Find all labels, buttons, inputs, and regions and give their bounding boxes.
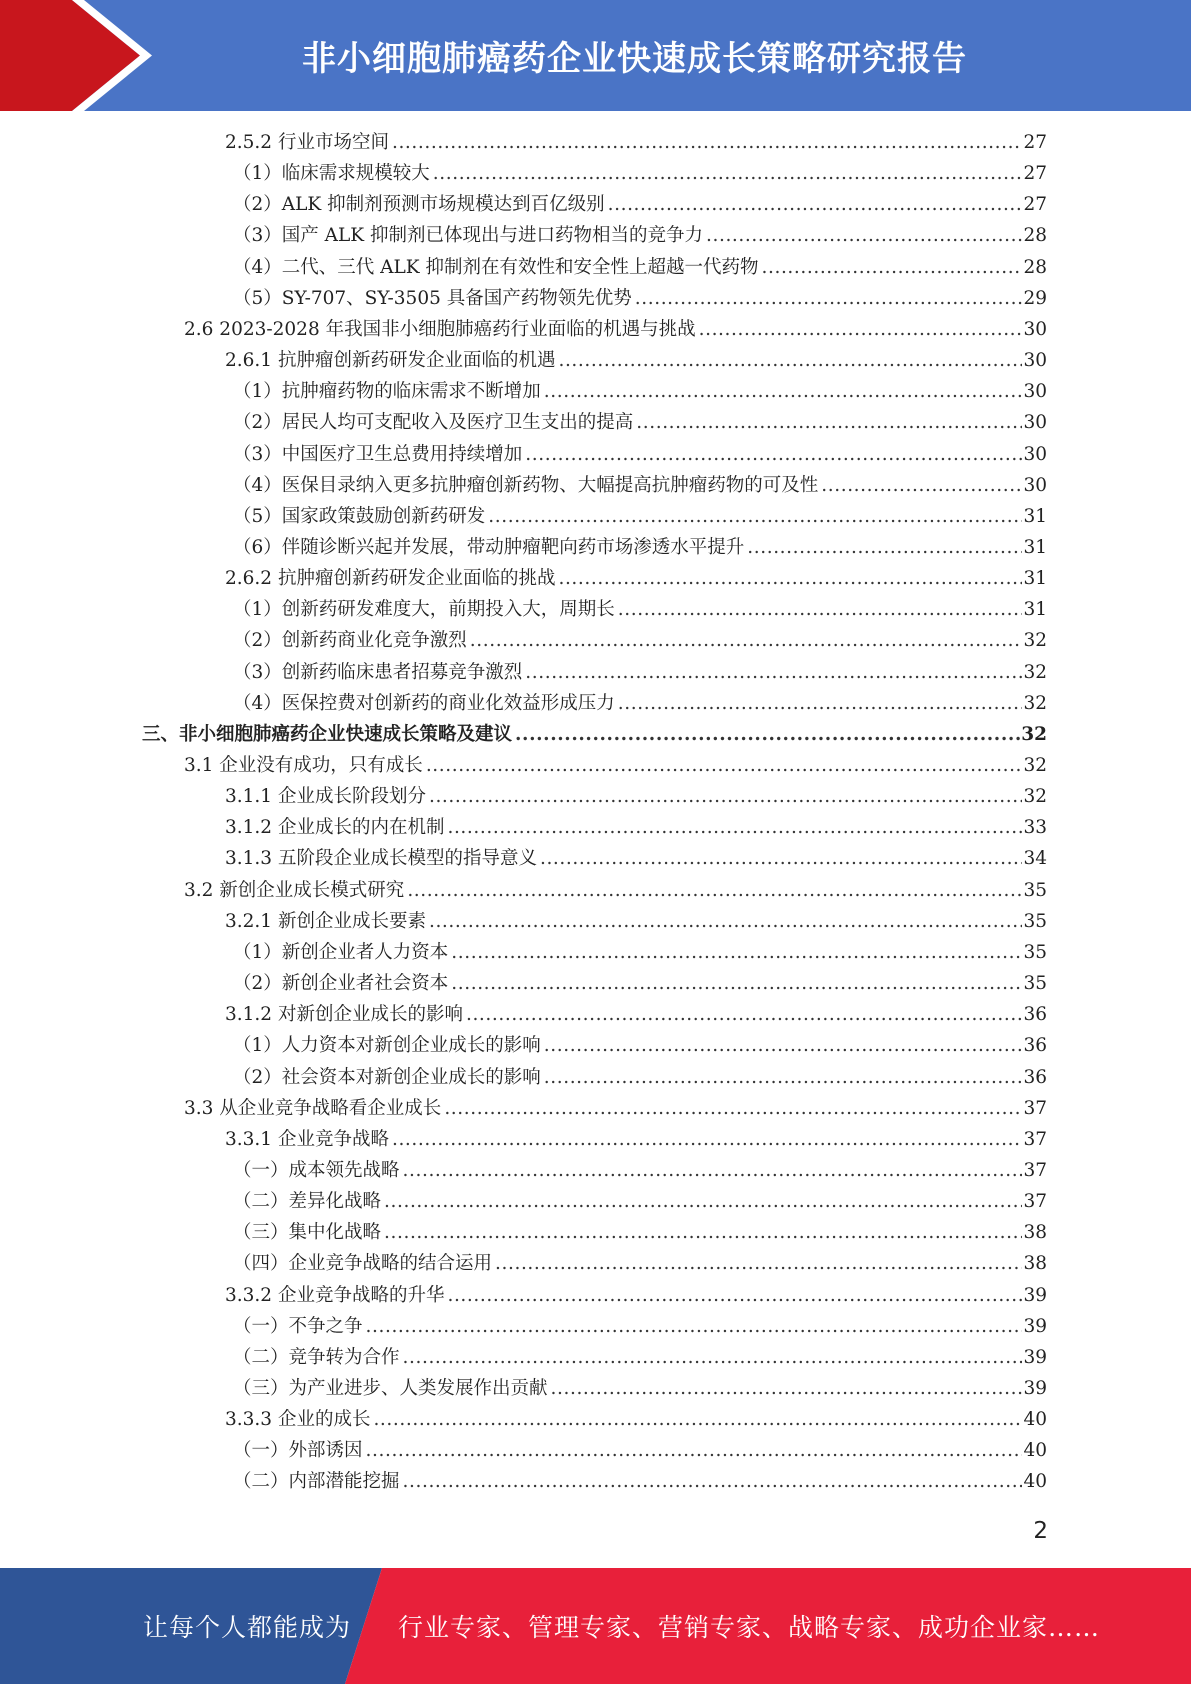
toc-leader-dots xyxy=(444,1093,1022,1124)
toc-entry-page: 30 xyxy=(1023,474,1047,496)
toc-entry-page: 33 xyxy=(1023,817,1047,839)
toc-leader-dots xyxy=(403,1155,1023,1186)
toc-leader-dots xyxy=(706,220,1022,251)
toc-entry-title: 3.1.3 五阶段企业成长模型的指导意义 xyxy=(225,848,537,870)
toc-entry[interactable] xyxy=(184,875,1047,906)
toc-entry-page: 35 xyxy=(1023,973,1047,995)
toc-leader-dots xyxy=(608,189,1023,220)
toc-entry-title: （二）差异化战略 xyxy=(233,1191,382,1213)
toc-entry-title: 3.1.2 企业成长的内在机制 xyxy=(225,817,445,839)
toc-entry[interactable] xyxy=(233,1030,1047,1061)
toc-entry-page: 35 xyxy=(1023,941,1047,963)
toc-entry-page: 37 xyxy=(1023,1191,1047,1213)
toc-entry-page: 31 xyxy=(1023,536,1047,558)
toc-entry-page: 28 xyxy=(1023,256,1047,278)
report-title: 非小细胞肺癌药企业快速成长策略研究报告 xyxy=(302,39,967,79)
toc-entry-title: （3）创新药临床患者招募竞争激烈 xyxy=(233,661,523,683)
toc-entry-page: 27 xyxy=(1023,163,1047,185)
toc-leader-dots xyxy=(407,875,1022,906)
toc-leader-dots xyxy=(366,1311,1023,1342)
toc-entry-page: 28 xyxy=(1023,225,1047,247)
toc-entry-page: 27 xyxy=(1023,194,1047,216)
toc-entry-page: 36 xyxy=(1023,1004,1047,1026)
toc-entry-title: （三）集中化战略 xyxy=(233,1222,382,1244)
toc-entry[interactable] xyxy=(233,657,1047,688)
toc-entry-page: 40 xyxy=(1023,1440,1047,1462)
toc-entry[interactable] xyxy=(233,1217,1047,1248)
toc-entry-page: 37 xyxy=(1023,1159,1047,1181)
toc-leader-dots xyxy=(384,1217,1022,1248)
toc-entry-page: 32 xyxy=(1023,661,1047,683)
toc-entry-page: 35 xyxy=(1023,879,1047,901)
toc-entry-title: 3.2 新创企业成长模式研究 xyxy=(184,879,405,901)
toc-entry[interactable] xyxy=(225,1124,1047,1155)
toc-entry-page: 37 xyxy=(1023,1097,1047,1119)
toc-entry-page: 27 xyxy=(1023,132,1047,153)
toc-entry-title: （二）竞争转为合作 xyxy=(233,1346,400,1368)
toc-leader-dots xyxy=(618,594,1023,625)
toc-leader-dots xyxy=(747,532,1022,563)
toc-entry-title: 3.3.2 企业竞争战略的升华 xyxy=(225,1284,445,1306)
toc-entry[interactable] xyxy=(233,1435,1047,1466)
toc-entry-page: 31 xyxy=(1023,599,1047,621)
toc-entry-title: （2）ALK 抑制剂预测市场规模达到百亿级别 xyxy=(233,194,605,216)
toc-entry-page: 29 xyxy=(1023,287,1047,309)
toc-leader-dots xyxy=(636,407,1022,438)
toc-entry-page: 32 xyxy=(1023,630,1047,652)
toc-leader-dots xyxy=(447,812,1022,843)
toc-entry-page: 39 xyxy=(1023,1346,1047,1368)
toc-entry-title: （2）居民人均可支配收入及医疗卫生支出的提高 xyxy=(233,412,634,434)
toc-entry-title: （二）内部潜能挖掘 xyxy=(233,1471,400,1493)
toc-entry[interactable] xyxy=(233,968,1047,999)
toc-entry-page: 39 xyxy=(1023,1315,1047,1337)
toc-entry-title: 2.6 2023-2028 年我国非小细胞肺癌药行业面临的机遇与挑战 xyxy=(184,318,696,340)
toc-entry-title: （1）新创企业者人力资本 xyxy=(233,941,449,963)
toc-leader-dots xyxy=(488,501,1022,532)
toc-entry[interactable] xyxy=(233,1342,1047,1373)
toc-entry[interactable] xyxy=(233,407,1047,438)
toc-entry-title: （2）社会资本对新创企业成长的影响 xyxy=(233,1066,541,1088)
toc-entry-page: 38 xyxy=(1023,1222,1047,1244)
toc-entry-page: 40 xyxy=(1023,1409,1047,1431)
toc-entry[interactable] xyxy=(233,1373,1047,1404)
toc-entry[interactable] xyxy=(233,1155,1047,1186)
toc-entry-title: （2）新创企业者社会资本 xyxy=(233,973,449,995)
footer-slogan-right: 行业专家、管理专家、营销专家、战略专家、成功企业家…… xyxy=(398,1613,1101,1642)
toc-leader-dots xyxy=(384,1186,1022,1217)
toc-entry-page: 31 xyxy=(1023,568,1047,590)
toc-entry-title: （1）临床需求规模较大 xyxy=(233,163,430,185)
toc-leader-dots xyxy=(495,1248,1022,1279)
toc-leader-dots xyxy=(403,1342,1023,1373)
toc-entry-title: 三、非小细胞肺癌药企业快速成长策略及建议 xyxy=(142,723,513,745)
toc-entry-page: 37 xyxy=(1023,1128,1047,1150)
toc-entry-title: （3）国产 ALK 抑制剂已体现出与进口药物相当的竞争力 xyxy=(233,225,703,247)
toc-entry-title: 3.1 企业没有成功，只有成长 xyxy=(184,755,423,776)
toc-entry[interactable] xyxy=(225,781,1047,812)
toc-leader-dots xyxy=(366,1435,1023,1466)
toc-entry[interactable] xyxy=(233,220,1047,251)
toc-entry[interactable] xyxy=(233,1466,1047,1497)
footer-slogan-left: 让每个人都能成为 xyxy=(143,1613,352,1642)
toc-leader-dots xyxy=(544,1062,1023,1093)
toc-leader-dots xyxy=(558,345,1022,376)
toc-entry[interactable] xyxy=(225,1404,1047,1435)
toc-leader-dots xyxy=(470,625,1023,656)
toc-entry-title: （1）人力资本对新创企业成长的影响 xyxy=(233,1035,541,1057)
toc-leader-dots xyxy=(429,781,1022,812)
toc-entry-title: 3.1.2 对新创企业成长的影响 xyxy=(225,1004,463,1026)
toc-leader-dots xyxy=(618,688,1023,719)
toc-entry[interactable] xyxy=(233,501,1047,532)
toc-entry[interactable] xyxy=(225,999,1047,1030)
toc-leader-dots xyxy=(451,937,1022,968)
toc-entry-title: （4）二代、三代 ALK 抑制剂在有效性和安全性上超越一代药物 xyxy=(233,256,759,278)
toc-leader-dots xyxy=(544,376,1023,407)
toc-entry[interactable] xyxy=(225,127,1047,158)
toc-entry-title: （6）伴随诊断兴起并发展，带动肿瘤靶向药市场渗透水平提升 xyxy=(233,536,745,558)
toc-entry[interactable] xyxy=(225,843,1047,874)
toc-entry-title: （2）创新药商业化竞争激烈 xyxy=(233,630,467,652)
toc-entry-title: 2.5.2 行业市场空间 xyxy=(225,132,389,153)
toc-entry[interactable] xyxy=(233,252,1047,283)
toc-entry[interactable] xyxy=(233,1186,1047,1217)
toc-entry-page: 39 xyxy=(1023,1284,1047,1306)
toc-entry-title: （三）为产业进步、人类发展作出贡献 xyxy=(233,1378,548,1399)
toc-entry[interactable] xyxy=(233,189,1047,220)
toc-leader-dots xyxy=(426,750,1023,781)
toc-entry[interactable] xyxy=(233,376,1047,407)
toc-entry-title: 2.6.1 抗肿瘤创新药研发企业面临的机遇 xyxy=(225,350,556,372)
toc-entry-title: 3.2.1 新创企业成长要素 xyxy=(225,910,426,932)
toc-entry[interactable] xyxy=(233,594,1047,625)
toc-entry-page: 30 xyxy=(1023,412,1047,434)
toc-entry[interactable] xyxy=(233,470,1047,501)
toc-entry-title: 3.3 从企业竞争战略看企业成长 xyxy=(184,1097,442,1119)
toc-entry[interactable] xyxy=(225,906,1047,937)
toc-leader-dots xyxy=(433,158,1023,189)
toc-entry-title: （4）医保目录纳入更多抗肿瘤创新药物、大幅提高抗肿瘤药物的可及性 xyxy=(233,474,819,496)
toc-leader-dots xyxy=(635,283,1023,314)
toc-entry-page: 30 xyxy=(1023,443,1047,465)
toc-leader-dots xyxy=(451,968,1022,999)
toc-entry-page: 34 xyxy=(1023,848,1047,870)
toc-entry-title: 3.3.3 企业的成长 xyxy=(225,1409,371,1431)
toc-entry-title: （5）国家政策鼓励创新药研发 xyxy=(233,505,486,527)
toc-entry-page: 35 xyxy=(1023,910,1047,932)
toc-entry-title: （1）抗肿瘤药物的临床需求不断增加 xyxy=(233,381,541,403)
toc-leader-dots xyxy=(551,1373,1023,1404)
toc-entry[interactable] xyxy=(184,750,1047,781)
toc-entry-title: 3.3.1 企业竞争战略 xyxy=(225,1128,389,1150)
toc-leader-dots xyxy=(403,1466,1023,1497)
toc-entry-page: 32 xyxy=(1023,692,1047,714)
toc-entry[interactable] xyxy=(225,563,1047,594)
toc-leader-dots xyxy=(525,439,1022,470)
toc-entry-page: 36 xyxy=(1023,1035,1047,1057)
toc-leader-dots xyxy=(429,906,1022,937)
toc-entry[interactable] xyxy=(233,1311,1047,1342)
toc-entry-title: （1）创新药研发难度大，前期投入大，周期长 xyxy=(233,599,615,621)
toc-entry[interactable] xyxy=(184,1093,1047,1124)
toc-leader-dots xyxy=(515,719,1020,750)
toc-leader-dots xyxy=(558,563,1022,594)
toc-entry-page: 38 xyxy=(1023,1253,1047,1275)
toc-leader-dots xyxy=(821,470,1022,501)
toc-leader-dots xyxy=(525,657,1022,688)
toc-entry-title: （5）SY-707、SY-3505 具备国产药物领先优势 xyxy=(233,287,632,309)
toc-leader-dots xyxy=(392,127,1022,158)
toc-entry[interactable] xyxy=(184,314,1047,345)
toc-entry[interactable] xyxy=(233,532,1047,563)
toc-entry[interactable] xyxy=(225,345,1047,376)
toc-entry[interactable] xyxy=(233,688,1047,719)
toc-entry[interactable] xyxy=(142,719,1047,750)
toc-leader-dots xyxy=(699,314,1023,345)
toc-entry[interactable] xyxy=(225,1280,1047,1311)
toc-entry-page: 31 xyxy=(1023,505,1047,527)
toc-entry[interactable] xyxy=(233,625,1047,656)
toc-entry-page: 32 xyxy=(1023,786,1047,808)
toc-leader-dots xyxy=(762,252,1023,283)
toc-entry-page: 30 xyxy=(1023,318,1047,340)
toc-entry[interactable] xyxy=(233,1062,1047,1093)
page-header xyxy=(0,0,1191,111)
toc-leader-dots xyxy=(392,1124,1022,1155)
toc-entry-page: 30 xyxy=(1023,381,1047,403)
toc-entry-title: （一）外部诱因 xyxy=(233,1440,363,1462)
toc-entry-page: 36 xyxy=(1023,1066,1047,1088)
toc-entry-title: （一）不争之争 xyxy=(233,1315,363,1337)
toc-entry-title: （3）中国医疗卫生总费用持续增加 xyxy=(233,443,523,465)
toc-leader-dots xyxy=(540,843,1022,874)
toc-entry-title: （一）成本领先战略 xyxy=(233,1159,400,1181)
toc-entry-title: （四）企业竞争战略的结合运用 xyxy=(233,1253,493,1275)
toc-leader-dots xyxy=(544,1030,1023,1061)
toc-entry-title: 2.6.2 抗肿瘤创新药研发企业面临的挑战 xyxy=(225,568,556,590)
toc-entry[interactable] xyxy=(225,812,1047,843)
toc-entry-title: （4）医保控费对创新药的商业化效益形成压力 xyxy=(233,692,615,714)
toc-entry-page: 32 xyxy=(1021,723,1047,745)
page-number: 2 xyxy=(1033,1518,1048,1544)
toc-entry-title: 3.1.1 企业成长阶段划分 xyxy=(225,786,426,808)
toc-entry[interactable] xyxy=(233,1248,1047,1279)
toc-entry[interactable] xyxy=(233,158,1047,189)
toc-entry-page: 30 xyxy=(1023,350,1047,372)
toc-entry-page: 32 xyxy=(1023,755,1047,776)
toc-leader-dots xyxy=(373,1404,1022,1435)
toc-entry-page: 39 xyxy=(1023,1378,1047,1399)
toc-entry[interactable] xyxy=(233,439,1047,470)
toc-entry[interactable] xyxy=(233,937,1047,968)
toc-leader-dots xyxy=(447,1280,1022,1311)
toc-leader-dots xyxy=(466,999,1022,1030)
red-arrow-decoration xyxy=(0,0,200,111)
toc-entry-page: 40 xyxy=(1023,1471,1047,1493)
page-footer xyxy=(0,1568,1191,1684)
toc-entry[interactable] xyxy=(233,283,1047,314)
